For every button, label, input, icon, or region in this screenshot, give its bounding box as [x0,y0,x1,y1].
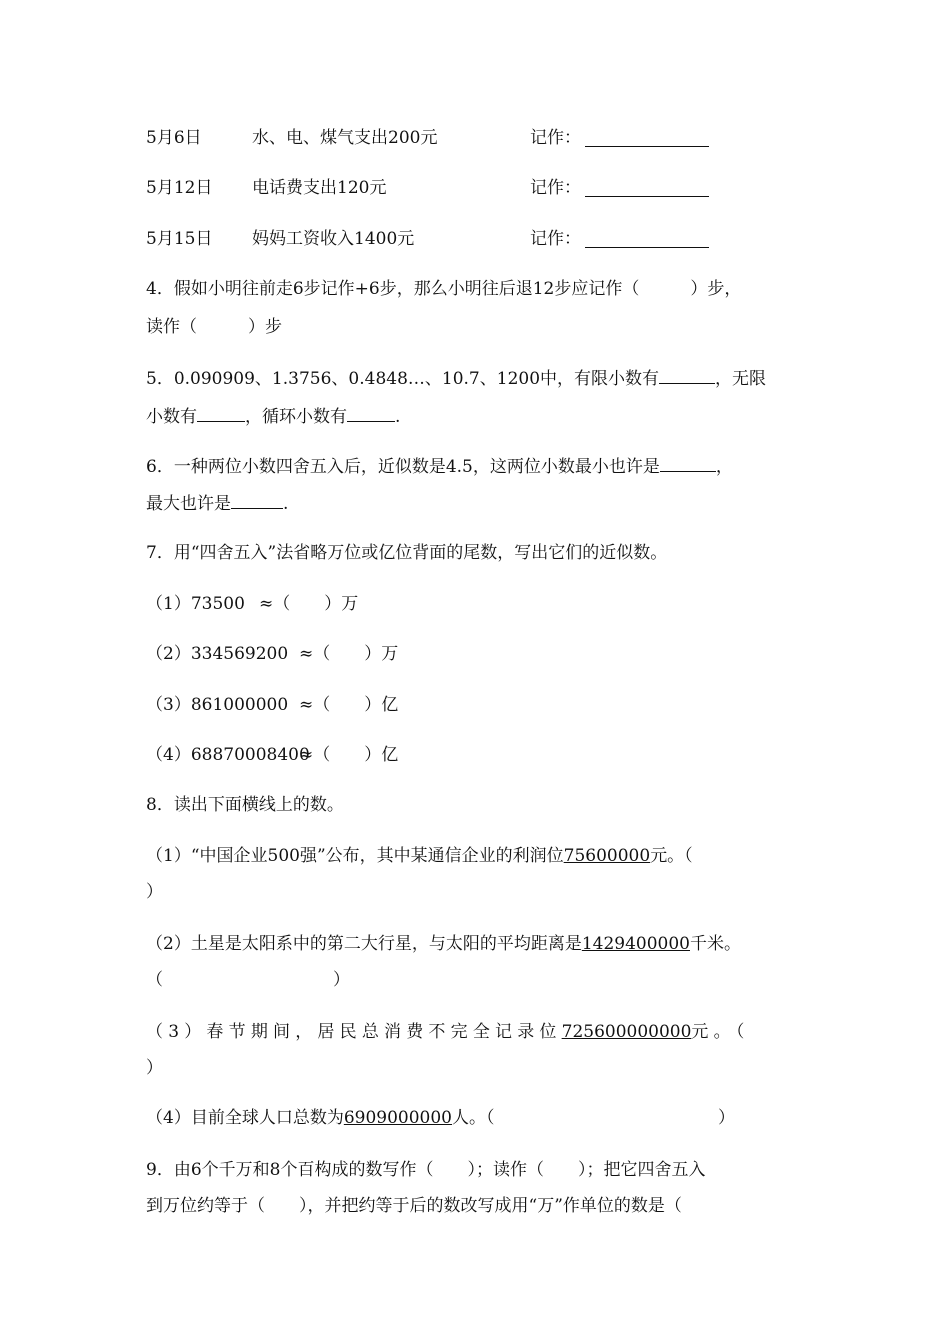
question-7-title: 7．用“四舍五入”法省略万位或亿位背面的尾数，写出它们的近似数。 [146,543,668,563]
q7-item-number: （4）68870008400 [146,745,310,765]
question-9-line-1: 9．由6个千万和8个百构成的数写作（ ）；读作（ ）；把它四舍五入 [146,1160,706,1180]
q7-item-number: （1）73500 [146,594,245,614]
q8-item-2-cont: （ ） [146,970,350,990]
q8-item-4 [146,1106,735,1130]
q8-item-2 [146,932,741,956]
question-8-title: 8．读出下面横线上的数。 [146,795,344,815]
answer-blank[interactable] [659,366,715,384]
question-6-text: . [283,494,289,514]
q8-text: 人。（ [452,1108,495,1128]
q7-item-number: （2）334569200 [146,644,289,664]
question-6-text: 6．一种两位小数四舍五入后，近似数是4.5，这两位小数最小也许是 [146,457,660,477]
ledger-date: 5月6日 [146,128,202,148]
q8-text: （2）土星是太阳系中的第二大行星，与太阳的平均距离是 [146,934,582,954]
answer-blank[interactable] [660,454,716,472]
underlined-number: 6909000000 [343,1108,452,1128]
answer-blank[interactable] [585,247,709,248]
q7-item-number: （3）861000000 [146,695,289,715]
question-6-line-2 [146,491,288,516]
question-5-line-2 [146,404,400,429]
question-6-text: 最大也许是 [146,494,231,514]
q8-text: （4）目前全球人口总数为 [146,1108,344,1128]
q7-item-approx: ≈（ ）亿 [299,745,399,765]
answer-blank[interactable] [231,491,283,509]
q8-text: 元。（ [650,846,693,866]
ledger-record-label: 记作： [530,128,581,148]
question-5-text: 小数有 [146,407,197,427]
underlined-number: 725600000000 [561,1022,692,1042]
q8-item-1 [146,844,693,868]
q8-item-3-cont: ） [146,1058,163,1078]
question-5-text: 5．0.090909、1.3756、0.4848…、10.7、1200中，有限小数有 [146,369,660,389]
answer-blank[interactable] [347,404,395,422]
question-9-line-2: 到万位约等于（ ），并把约等于后的数改写成用“万”作单位的数是（ [146,1196,682,1216]
question-6-text: ， [715,457,733,477]
q7-item [146,592,359,616]
q8-text: （1）“中国企业500强”公布，其中某通信企业的利润位 [146,846,564,866]
ledger-desc: 电话费支出120元 [252,178,387,198]
underlined-number: 1429400000 [581,934,690,954]
q8-text: 元。（ [691,1022,750,1042]
question-5-line-1 [146,366,766,391]
q8-item-1-cont: ） [146,882,163,902]
ledger-desc: 妈妈工资收入1400元 [252,229,415,249]
q7-item-approx: ≈（ ）万 [299,644,399,664]
ledger-desc: 水、电、煤气支出200元 [252,128,438,148]
ledger-record-label: 记作： [530,178,581,198]
q8-text: ） [718,1108,735,1128]
q8-item-3 [146,1020,750,1044]
q7-item [146,743,399,767]
question-4-line-1: 4．假如小明往前走6步记作+6步，那么小明往后退12步应记作（ ）步， [146,279,742,299]
q7-item [146,642,399,666]
question-5-text: ，循环小数有 [245,407,347,427]
question-4-line-2: 读作（ ）步 [146,317,282,337]
ledger-date: 5月12日 [146,178,213,198]
q7-item-approx: ≈（ ）万 [259,594,359,614]
question-5-text: ，无限 [715,369,767,389]
q7-item-approx: ≈（ ）亿 [299,695,399,715]
q8-text: （3）春节期间，居民总消费不完全记录位 [146,1022,562,1042]
answer-blank[interactable] [585,196,709,197]
q8-text: 千米。 [690,934,741,954]
answer-blank[interactable] [585,146,709,147]
answer-blank[interactable] [197,404,245,422]
ledger-record-label: 记作： [530,229,581,249]
ledger-date: 5月15日 [146,229,213,249]
question-6-line-1 [146,454,733,479]
underlined-number: 75600000 [563,846,651,866]
q7-item [146,693,399,717]
question-5-text: . [395,407,401,427]
